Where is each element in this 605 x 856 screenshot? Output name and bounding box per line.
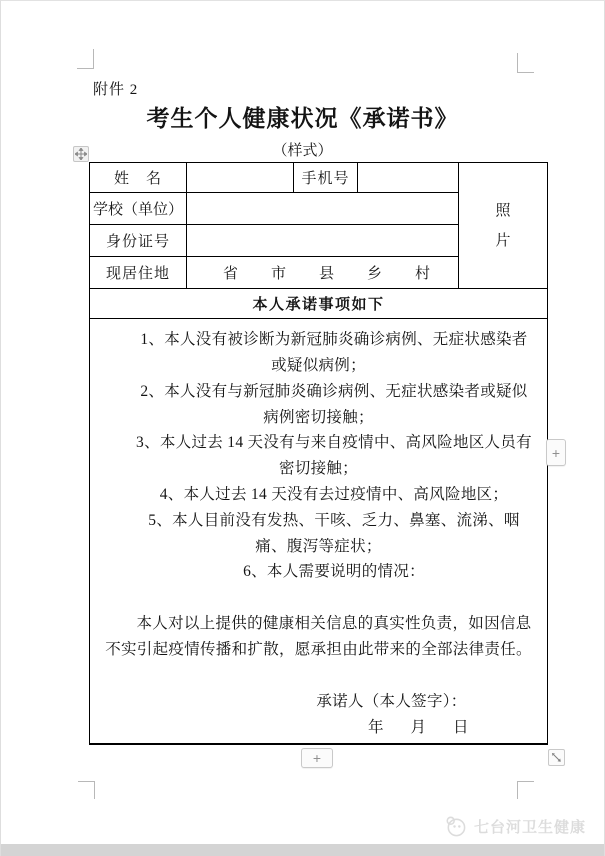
commitment-item: 4、本人过去 14 天没有去过疫情中、高风险地区； bbox=[159, 485, 509, 503]
diagonal-resize-icon bbox=[551, 752, 562, 763]
plus-icon: + bbox=[551, 444, 561, 461]
phone-label: 手机号 bbox=[294, 163, 358, 193]
plus-icon: + bbox=[312, 750, 322, 766]
attachment-label: 附件 2 bbox=[93, 82, 139, 98]
signature-label: 承诺人（本人签字）： bbox=[316, 692, 467, 710]
commitment-item: 6、本人需要说明的情况： bbox=[243, 563, 425, 581]
name-value-cell[interactable] bbox=[187, 163, 294, 193]
residence-unit-city: 市 bbox=[270, 266, 286, 282]
blank-line bbox=[102, 663, 535, 689]
commitment-header: 本人承诺事项如下 bbox=[90, 289, 548, 319]
declaration-paragraph: 本人对以上提供的健康相关信息的真实性负责，如因信息不实引起疫情传播和扩散，愿承担由此带来的全部法律责任。 bbox=[105, 615, 532, 658]
photo-label-char: 照 bbox=[495, 202, 511, 219]
health-account-logo-icon bbox=[444, 815, 467, 838]
commitment-item: 3、本人过去 14 天没有与来自疫情中、高风险地区人员有密切接触； bbox=[136, 434, 532, 478]
date-line bbox=[368, 715, 535, 741]
add-column-button[interactable] bbox=[546, 439, 566, 466]
photo-label-char: 片 bbox=[495, 232, 511, 249]
date-day-label: 日 bbox=[453, 718, 469, 736]
blank-line bbox=[102, 585, 535, 611]
phone-value-cell[interactable] bbox=[358, 163, 459, 193]
commitment-item: 5、本人目前没有发热、干咳、乏力、鼻塞、流涕、咽痛、腹泻等症状； bbox=[148, 511, 520, 555]
id-label: 身份证号 bbox=[90, 225, 187, 257]
residence-unit-township: 乡 bbox=[366, 266, 382, 282]
page-bottom-band bbox=[1, 844, 604, 856]
date-month-label: 月 bbox=[410, 718, 427, 736]
watermark bbox=[444, 815, 586, 838]
table-move-handle[interactable] bbox=[73, 146, 89, 162]
residence-unit-county: 县 bbox=[318, 266, 334, 282]
photo-box bbox=[459, 163, 548, 289]
add-row-button[interactable] bbox=[301, 748, 333, 768]
commitment-content-cell bbox=[90, 319, 548, 744]
margin-mark-bottom-right bbox=[517, 781, 534, 799]
commitment-item: 2、本人没有与新冠肺炎确诊病例、无症状感染者或疑似病例密切接触； bbox=[140, 382, 528, 426]
school-label: 学校（单位） bbox=[90, 193, 187, 225]
residence-unit-province: 省 bbox=[223, 266, 239, 282]
four-way-arrow-icon bbox=[75, 148, 87, 160]
residence-unit-village: 村 bbox=[414, 266, 430, 282]
commitment-item: 1、本人没有被诊断为新冠肺炎确诊病例、无症状感染者或疑似病例； bbox=[140, 331, 528, 374]
commitment-form-table bbox=[89, 162, 548, 745]
residence-value-cell[interactable] bbox=[187, 257, 459, 289]
name-label: 姓 名 bbox=[90, 163, 187, 193]
date-year-label: 年 bbox=[368, 718, 384, 736]
page-title: 考生个人健康状况《承诺书》 bbox=[146, 106, 459, 131]
page-subtitle: （样式） bbox=[272, 143, 333, 159]
margin-mark-bottom-left bbox=[78, 781, 95, 799]
margin-mark-top-right bbox=[517, 53, 534, 73]
school-value-cell[interactable] bbox=[187, 193, 459, 225]
id-value-cell[interactable] bbox=[187, 225, 459, 257]
margin-mark-top-left bbox=[77, 49, 94, 69]
residence-label: 现居住地 bbox=[90, 257, 187, 289]
table-resize-handle[interactable] bbox=[548, 749, 565, 766]
watermark-text: 七台河卫生健康 bbox=[474, 819, 587, 836]
